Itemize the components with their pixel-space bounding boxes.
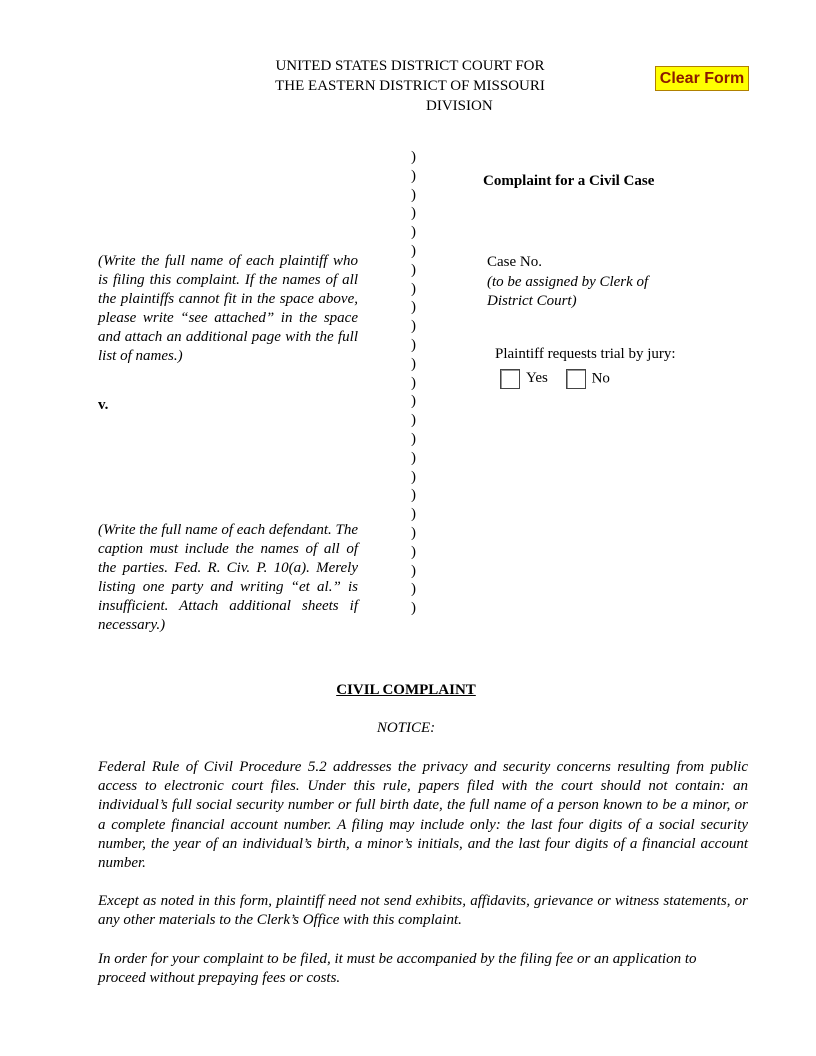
jury-options bbox=[500, 369, 610, 389]
division-label: DIVISION bbox=[426, 98, 493, 114]
header-line-2: THE EASTERN DISTRICT OF MISSOURI bbox=[275, 78, 545, 94]
caption-paren: ) bbox=[411, 149, 416, 165]
jury-label: Plaintiff requests trial by jury: bbox=[495, 346, 676, 362]
versus-label: v. bbox=[98, 397, 109, 413]
caption-paren: ) bbox=[411, 581, 416, 598]
caption-paren: ) bbox=[411, 412, 416, 429]
caption-paren: ) bbox=[411, 242, 416, 259]
caption-paren: ) bbox=[411, 224, 416, 241]
caption-paren: ) bbox=[411, 299, 416, 316]
plaintiff-instructions: (Write the full name of each plaintiff who is filing this complaint. If the names of all the plaintiffs cannot fit in the space above, please write “see attached” in the space and attach an additional page with the full list of names.) bbox=[98, 253, 358, 364]
caption-paren: ) bbox=[411, 261, 416, 278]
caption-paren: ) bbox=[411, 506, 416, 523]
jury-yes-checkbox[interactable] bbox=[500, 369, 520, 389]
caption-paren: ) bbox=[411, 336, 416, 353]
caption-paren: ) bbox=[411, 355, 416, 372]
caption-paren: ) bbox=[411, 167, 416, 184]
case-number-label: Case No. bbox=[487, 254, 542, 270]
civil-complaint-heading: CIVIL COMPLAINT bbox=[336, 682, 476, 698]
defendant-instructions: (Write the full name of each defendant. The caption must include the names of all of the parties. Fed. R. Civ. P. 10(a). Merely listing one party and writing “et al.” is insufficient. Attach additional sheets if necessary.) bbox=[98, 522, 358, 633]
clear-form-button[interactable]: Clear Form bbox=[655, 66, 749, 91]
caption-paren: ) bbox=[411, 562, 416, 579]
jury-no-checkbox[interactable] bbox=[566, 369, 586, 389]
caption-paren: ) bbox=[411, 524, 416, 541]
yes-label: Yes bbox=[526, 370, 548, 387]
caption-paren: ) bbox=[411, 430, 416, 447]
caption-paren: ) bbox=[411, 186, 416, 203]
caption-paren: ) bbox=[411, 468, 416, 485]
caption-paren: ) bbox=[411, 487, 416, 504]
caption-paren: ) bbox=[411, 280, 416, 297]
notice-paragraph-3: In order for your complaint to be filed, it must be accompanied by the filing fee or an application to proceed without prepaying fees or costs. bbox=[98, 951, 697, 987]
caption-paren: ) bbox=[411, 374, 416, 391]
caption-paren: ) bbox=[411, 318, 416, 335]
notice-heading: NOTICE: bbox=[376, 720, 436, 736]
caption-paren: ) bbox=[411, 600, 416, 617]
caption-parens bbox=[411, 148, 416, 618]
caption-paren: ) bbox=[411, 393, 416, 410]
no-label: No bbox=[591, 370, 610, 387]
notice-paragraph-2: Except as noted in this form, plaintiff need not send exhibits, affidavits, grievance or witness statements, or any other materials to the Clerk’s Office with this complaint. bbox=[98, 893, 748, 929]
notice-paragraph-1: Federal Rule of Civil Procedure 5.2 addresses the privacy and security concerns resulting from public access to electronic court files. Under this rule, papers filed with the court should not contain: an individual’s full social security number or full birth date, the full name of a person known to be a minor, or a complete financial account number. A filing may include only: the last four digits of a social security number, the year of an individual’s birth, a minor’s initials, and the last four digits of a financial account number. bbox=[98, 759, 748, 872]
caption-paren: ) bbox=[411, 543, 416, 560]
caption-paren: ) bbox=[411, 205, 416, 222]
caption-paren: ) bbox=[411, 449, 416, 466]
complaint-title: Complaint for a Civil Case bbox=[483, 173, 655, 189]
case-number-note: (to be assigned by Clerk of District Court) bbox=[487, 274, 649, 309]
court-header bbox=[240, 56, 580, 96]
header-line-1: UNITED STATES DISTRICT COURT FOR bbox=[275, 58, 545, 74]
